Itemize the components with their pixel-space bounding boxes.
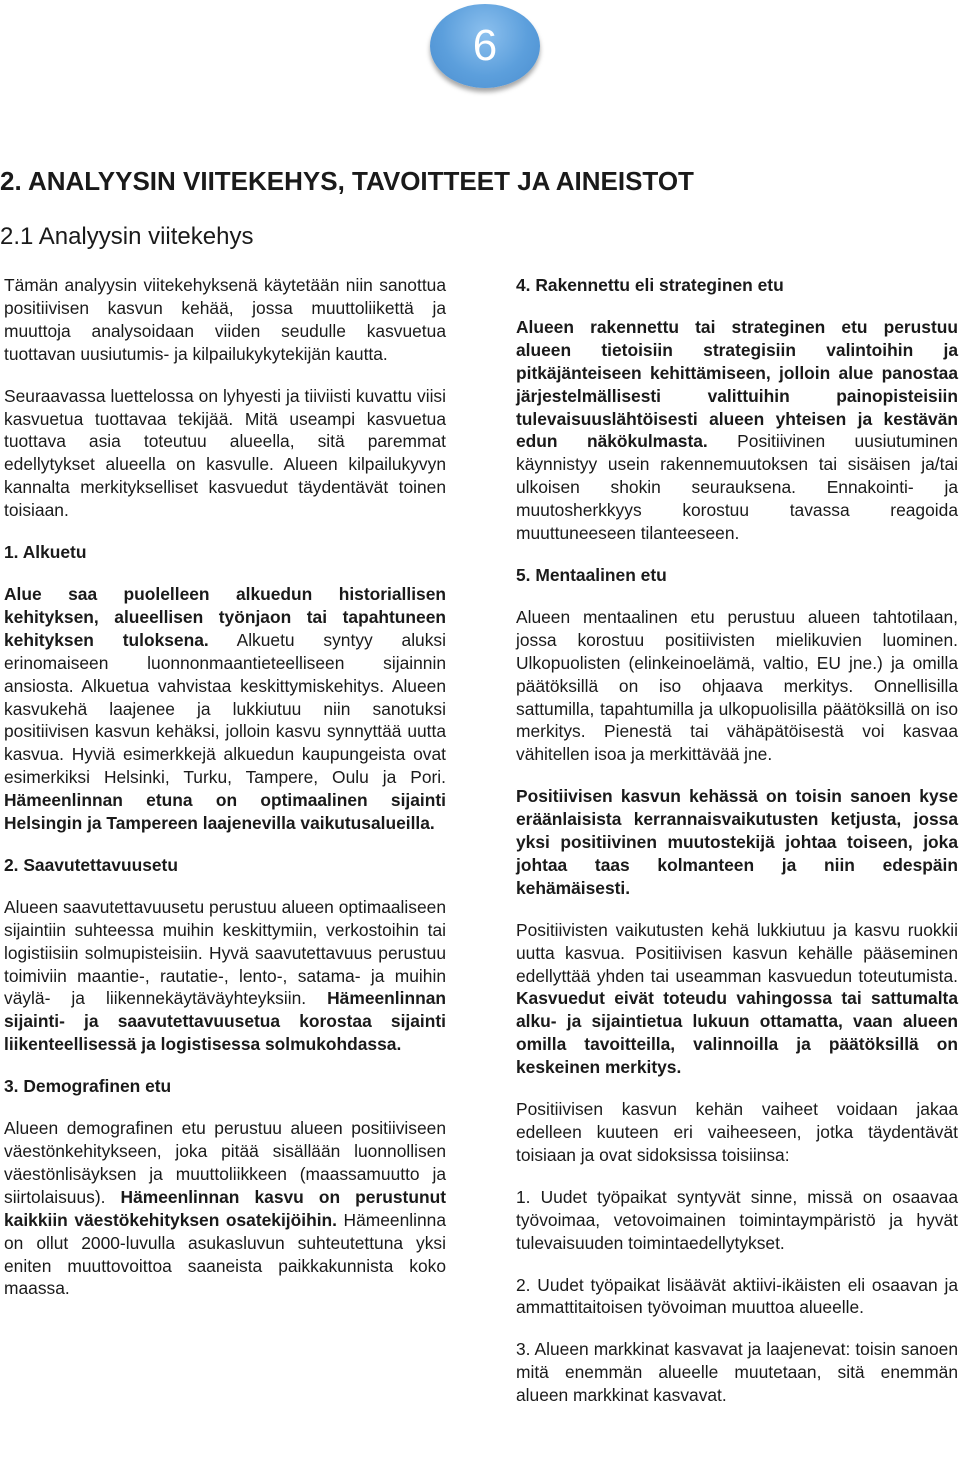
demografinen-text-1: Alueen demografinen etu perustuu alueen positiiviseen väestönkehitykseen, joka pitää sisällään luonnollisen väestönlisäyksen ja muuttoliikkeen (maassamuutto ja siirtolaisuus). [4,1118,446,1207]
alkuetu-paragraph [4,583,446,835]
demografinen-text-2: Hämeenlinna on ollut 2000-luvulla asukasluvun suhteutettuna yksi eniten muuttovoittoa saaneista paikkakunnista koko maassa. [4,1209,446,1299]
intro-paragraph-2: Seuraavassa luettelossa on lyhyesti ja tiiviisti kuvattu viisi kasvuetua tuottavaa tekijää. Mitä useampi kasvuetua tuottava asia toteutuu alueella, sitä paremmat edellytykset alueella on kasvulle. Alueen kilpailukyvyn kannalta merkitykselliset kasvuedut täydentävät toinen toisiaan. [4,385,446,521]
strateginen-text: Positiivinen uusiutuminen käynnistyy usein rakennemuutoksen tai sisäisen ja/tai ulkoisen shokin seurauksena. Ennakointi- ja muutosherkkyys korostuu tavassa reagoida muuttuneeseen tilanteeseen. [516,431,958,544]
saavutettavuusetu-bold: Hämeenlinnan sijainti- ja saavutettavuusetua korostaa sijainti liikenteellisessä ja logistisessa solmukohdassa. [4,988,446,1055]
alkuetu-bold-lead: Alue saa puolelleen alkuedun historiallisen kehityksen, alueellisen työnjaon tai tapahtuneen kehityksen tuloksena. [4,583,446,650]
alkuetu-bold-conclusion: Hämeenlinnan etuna on optimaalinen sijainti Helsingin ja Tampereen laajenevilla vaikutusalueilla. [4,790,446,834]
saavutettavuusetu-paragraph [4,896,446,1056]
strateginen-paragraph [516,316,958,545]
saavutettavuusetu-text: Alueen saavutettavuusetu perustuu alueen optimaaliseen sijaintiin suhteessa muihin keskittymiin, verkostoihin tai logistiisiin solmupisteisiin. Hyvä saavutettavuus perustuu toimiviin maantie-, rautatie-, lento-, satama- ja muihin väylä- ja liikennekäytäväyhteyksiin. [4,896,446,1009]
mentaalinen-heading: 5. Mentaalinen etu [516,564,667,585]
saavutettavuusetu-heading: 2. Saavutettavuusetu [4,854,178,875]
chapter-heading: 2. ANALYYSIN VIITEKEHYS, TAVOITTEET JA AINEISTOT [0,166,694,196]
mentaalinen-paragraph: Alueen mentaalinen etu perustuu alueen tahtotilaan, jossa korostuu positiivisten mielikuvien luominen. Ulkopuolisten (elinkeinoelämä, valtio, EU jne.) ja omilla päätöksillä on iso ohjaava merkitys. Onnellisilla sattumilla, tapahtumilla ja ulkopuolisilla päätöksillä on iso merkitys. Pienestä tai vähäpätöisestä voi kasvaa vähitellen isoa ja merkittävää jne. [516,606,958,765]
demografinen-bold: Hämeenlinnan kasvu on perustunut kaikkiin väestökehityksen osatekijöihin. [4,1186,446,1230]
kasvun-keha-paragraph [516,785,958,900]
kasvun-keha-bold: Positiivisen kasvun kehässä on toisin sanoen kyse eräänlaisista kerrannaisvaikutusten ketjusta, jossa yksi positiivinen muutostekijä johtaa toiseen, joka johtaa taas kolmanteen ja niin edespäin kehämäisesti. [516,786,958,898]
list-item-3: 3. Alueen markkinat kasvavat ja laajenevat: toisin sanoen mitä enemmän alueelle muutetaan, sitä enemmän alueen markkinat kasvavat. [516,1339,958,1406]
list-item-2: 2. Uudet työpaikat lisäävät aktiivi-ikäisten eli osaavan ja ammattitaitoisen työvoiman muuttoa alueelle. [516,1274,958,1318]
alkuetu-heading: 1. Alkuetu [4,542,87,563]
kasvuedut-bold: Kasvuedut eivät toteudu vahingossa tai sattumalta alku- ja sijaintietua lukuun ottamatta, vaan alueen omilla tavoitteilla, valinnoilla ja päätöksillä on keskeinen merkitys. [516,988,958,1078]
list-item-1: 1. Uudet työpaikat syntyvät sinne, missä on osaavaa työvoimaa, vetovoimainen toimintaympäristö ja hyvät tulevaisuuden toimintaedellytykset. [516,1186,958,1253]
demografinen-paragraph [4,1117,446,1300]
kasvuedut-text: Positiivisten vaikutusten kehä lukkiutuu ja kasvu ruokkii uutta kasvua. Positiivisen kasvun kehälle pääseminen edellyttää yhden tai useamman kasvuedun toteutumista. [516,919,958,986]
kasvuedut-paragraph [516,919,958,1079]
page-number-badge: 6 [430,4,540,88]
section-heading: 2.1 Analyysin viitekehys [0,223,254,250]
vaiheet-paragraph: Positiivisen kasvun kehän vaiheet voidaan jakaa edelleen kuuteen eri vaiheeseen, jotka täydentävät toisiaan ja ovat sidoksissa toisiinsa: [516,1099,958,1165]
demografinen-heading: 3. Demografinen etu [4,1076,172,1097]
alkuetu-text: Alkuetu syntyy aluksi erinomaiseen luonnonmaantieteelliseen sijainnin ansiosta. Alkuetua vahvistaa keskittymiskehitys. Alueen kasvukehä laajenee ja lukkiutuu niin sanotuksi positiivisen kasvun kehäksi, jolloin kasvu synnyttää uutta kasvua. Hyviä esimerkkejä alkuedun kaupungeista ovat esimerkiksi Helsinki, Turku, Tampere, Oulu ja Pori. [4,629,446,788]
left-column [4,274,446,1319]
right-column [516,274,958,1426]
strateginen-bold: Alueen rakennettu tai strateginen etu perustuu alueen tietoisiin strategisiin valintoihin ja pitkäjänteiseen kehittämiseen, jolloin alue panostaa järjestelmällisesti valittuihin painopisteisiin tulevaisuuslähtöisesti alueen yhteisen ja kestävän edun näkökulmasta. [516,316,958,452]
intro-paragraph-1: Tämän analyysin viitekehyksenä käytetään niin sanottua positiivisen kasvun kehää, jossa muuttoliikettä ja muuttoja analysoidaan viiden seudulle kasvuetua tuottavan uusiutumis- ja kilpailukykytekijän kautta. [4,275,446,364]
strateginen-heading: 4. Rakennettu eli strateginen etu [516,275,784,295]
